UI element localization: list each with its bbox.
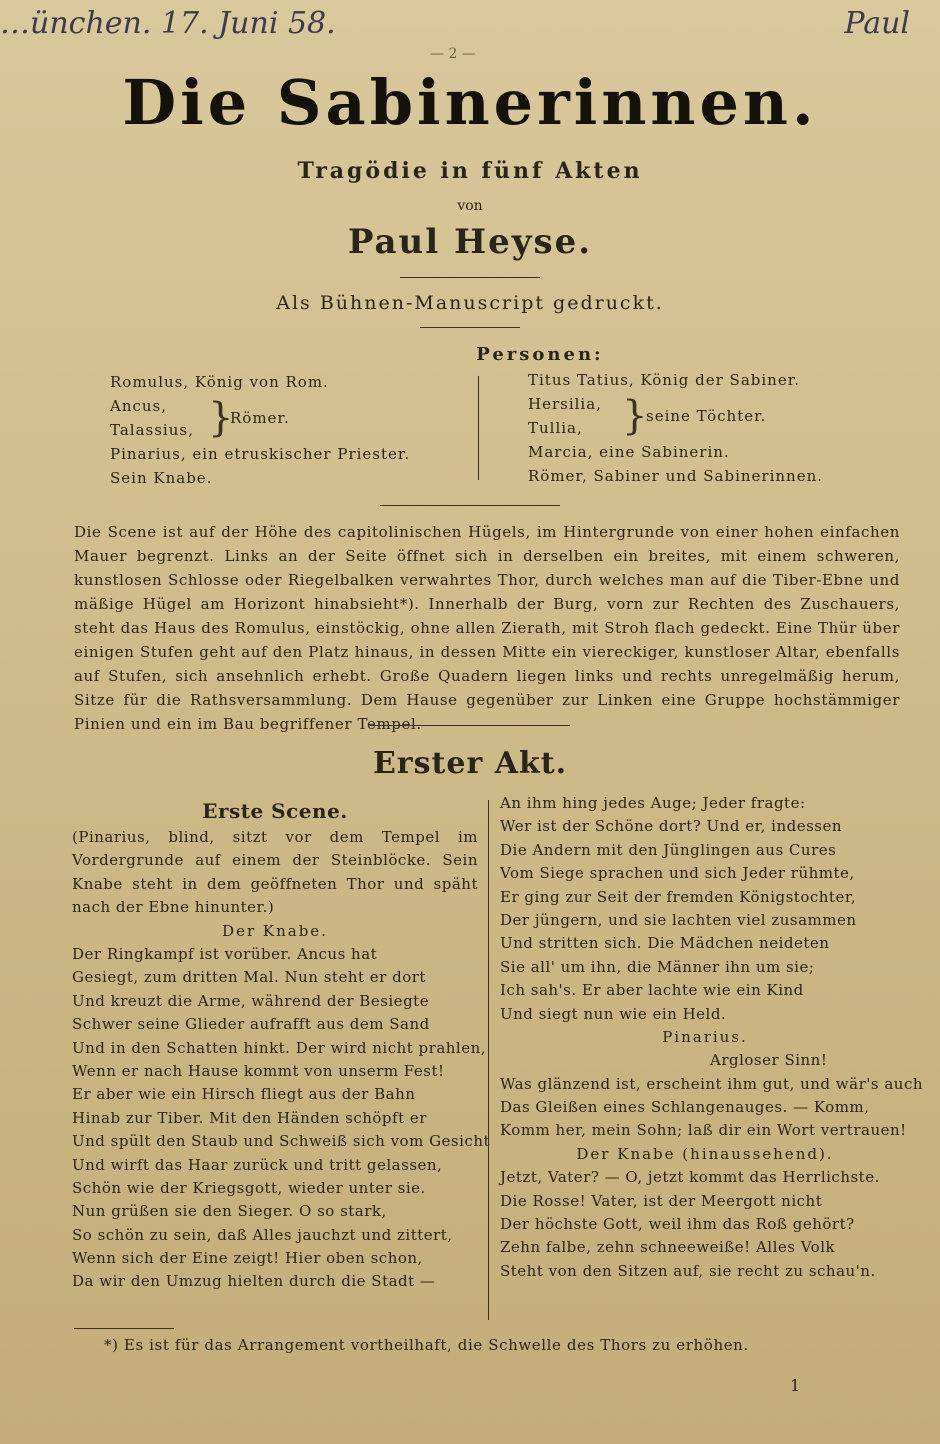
cast-entry: Römer, Sabiner und Sabinerinnen. — [528, 467, 824, 485]
page-number: 1 — [790, 1376, 801, 1395]
cast-entry: Sein Knabe. — [110, 469, 213, 487]
speaker-name: Der Knabe. — [222, 921, 328, 940]
verse-line: Wer ist der Schöne dort? Und er, indessen — [500, 817, 843, 836]
stage-direction: (Pinarius, blind, sitzt vor dem Tempel im Vordergrunde auf einem der Steinblöcke. Sein Knabe steht in dem geöffneten Thor und späht nach der Ebne hinunter.) — [72, 828, 478, 917]
cast-list-right — [528, 368, 908, 488]
verse-line: Zehn falbe, zehn schneeweiße! Alles Volk — [500, 1238, 836, 1257]
verse-line: Und kreuzt die Arme, während der Besiegte — [72, 991, 430, 1010]
verse-lines — [500, 1073, 924, 1143]
manuscript-note: Als Bühnen-Manuscript gedruckt. — [276, 292, 664, 314]
verse-line: Der Ringkampf ist vorüber. Ancus hat — [72, 945, 378, 964]
verse-line: Hinab zur Tiber. Mit den Händen schöpft er — [72, 1108, 427, 1127]
verse-line: Schwer seine Glieder aufrafft aus dem Sand — [72, 1015, 430, 1034]
speaker-name: Der Knabe (hinaussehend). — [576, 1144, 834, 1163]
cast-group — [110, 394, 470, 442]
author-name: Paul Heyse. — [347, 222, 593, 262]
verse-line: Er aber wie ein Hirsch fliegt aus der Bahn — [72, 1085, 416, 1104]
divider — [400, 277, 540, 278]
cast-heading: Personen: — [476, 344, 604, 365]
verse-line: Und wirft das Haar zurück und tritt gelassen, — [72, 1155, 443, 1174]
cast-entry: Romulus, König von Rom. — [110, 373, 329, 391]
handwritten-date: …ünchen. 17. Juni 58. — [0, 6, 336, 41]
text-column-left — [72, 796, 491, 1294]
verse-line: Da wir den Umzug hielten durch die Stadt — — [72, 1272, 436, 1291]
verse-line: Und siegt nun wie ein Held. — [500, 1004, 727, 1023]
footnote-rule — [74, 1328, 174, 1329]
verse-line: Der jüngern, und sie lachten viel zusammen — [500, 910, 857, 929]
play-subtitle: Tragödie in fünf Akten — [297, 158, 643, 184]
verse-line: An ihm hing jedes Auge; Jeder fragte: — [500, 794, 806, 812]
divider — [420, 327, 520, 328]
verse-line: Und in den Schatten hinkt. Der wird nicht prahlen, — [72, 1038, 487, 1057]
verse-line: Ich sah's. Er aber lachte wie ein Kind — [500, 981, 804, 1000]
cast-entry: Marcia, eine Sabinerin. — [528, 443, 730, 461]
verse-line: Wenn er nach Hause kommt von unserm Fest! — [72, 1061, 445, 1080]
verse-line: Sie all' um ihn, die Männer ihn um sie; — [500, 957, 815, 976]
verse-line: Wenn sich der Eine zeigt! Hier oben schon, — [72, 1249, 423, 1268]
scene-title: Erste Scene. — [202, 799, 348, 823]
divider — [380, 505, 560, 506]
cast-entry: Talassius, — [110, 421, 194, 439]
verse-line: Die Rosse! Vater, ist der Meergott nicht — [500, 1191, 823, 1210]
handwritten-name: Paul — [844, 6, 910, 41]
verse-lines — [500, 1166, 910, 1283]
play-title: Die Sabinerinnen. — [122, 66, 818, 139]
verse-line: Der höchste Gott, weil ihm das Roß gehört? — [500, 1215, 855, 1234]
verse-line: So schön zu sein, daß Alles jauchzt und zittert, — [72, 1225, 453, 1244]
act-title: Erster Akt. — [372, 746, 568, 781]
verse-line: Steht von den Sitzen auf, sie recht zu schau'n. — [500, 1261, 876, 1280]
divider — [370, 725, 570, 726]
bleed-through-page-number: — 2 — — [430, 46, 476, 62]
cast-entry: Hersilia, — [528, 395, 602, 413]
verse-line: Er ging zur Seit der fremden Königstochter, — [500, 887, 857, 906]
scene-description: Die Scene ist auf der Höhe des capitolinischen Hügels, im Hintergrunde von einer hohen einfachen Mauer begrenzt. Links an der Seite öffnet sich in derselben ein breites, mit einem schweren, kunstlosen Schlosse oder Riegelbalken verwahrtes Thor, durch welches man auf die Tiber-Ebne und mäßige Hügel am Horizont hinabsieht*). Innerhalb der Burg, vorn zur Rechten des Zuschauers, steht das Haus des Romulus, einstöckig, ohne allen Zierath, mit Stroh flach gedeckt. Eine Thür über einigen Stufen geht auf den Platz hinaus, in dessen Mitte ein viereckiger, kunstloser Altar, ebenfalls auf Stufen, sich ansehnlich erhebt. Große Quadern liegen links und rechts unregelmäßig herum, Sitze für die Rathsversammlung. Dem Hause gegenüber zur Linken eine Gruppe hochstämmiger Pinien und ein im Bau begriffener Tempel. — [74, 523, 900, 733]
speaker-name: Pinarius. — [662, 1027, 748, 1046]
verse-line: Vom Siege sprachen und sich Jeder rühmte, — [500, 864, 855, 883]
brace-icon: } — [208, 395, 235, 441]
column-divider — [488, 800, 489, 1320]
cast-group-label: Römer. — [230, 409, 290, 427]
verse-line: Argloser Sinn! — [710, 1051, 828, 1070]
verse-line: Komm her, mein Sohn; laß dir ein Wort vertrauen! — [500, 1121, 907, 1140]
verse-line: Das Gleißen eines Schlangenauges. — Komm, — [500, 1098, 870, 1117]
verse-lines — [72, 943, 491, 1294]
verse-line: Und spült den Staub und Schweiß sich vom Gesicht — [72, 1132, 491, 1151]
verse-line: Nun grüßen sie den Sieger. O so stark, — [72, 1202, 387, 1221]
brace-icon: } — [622, 393, 649, 439]
verse-line: Die Andern mit den Jünglingen aus Cures — [500, 840, 837, 859]
verse-lines — [500, 792, 910, 1026]
cast-entry: Pinarius, ein etruskischer Priester. — [110, 445, 411, 463]
verse-line: Jetzt, Vater? — O, jetzt kommt das Herrlichste. — [500, 1168, 880, 1187]
cast-entry: Tullia, — [528, 419, 583, 437]
cast-group-label: seine Töchter. — [646, 407, 767, 425]
verse-line: Und stritten sich. Die Mädchen neideten — [500, 934, 830, 953]
verse-line: Was glänzend ist, erscheint ihm gut, und wär's auch — [500, 1074, 924, 1093]
verse-line: Schön wie der Kriegsgott, wieder unter sie. — [72, 1178, 426, 1197]
cast-entry: Ancus, — [110, 397, 168, 415]
cast-list-left — [110, 370, 470, 490]
text-column-right — [500, 792, 924, 1283]
cast-entry: Titus Tatius, König der Sabiner. — [528, 371, 800, 389]
footnote: *) Es ist für das Arrangement vortheilhaft, die Schwelle des Thors zu erhöhen. — [104, 1336, 749, 1354]
verse-line: Gesiegt, zum dritten Mal. Nun steht er dort — [72, 968, 426, 987]
by-line: von — [457, 198, 483, 214]
column-divider — [478, 376, 479, 480]
cast-group — [528, 392, 908, 440]
